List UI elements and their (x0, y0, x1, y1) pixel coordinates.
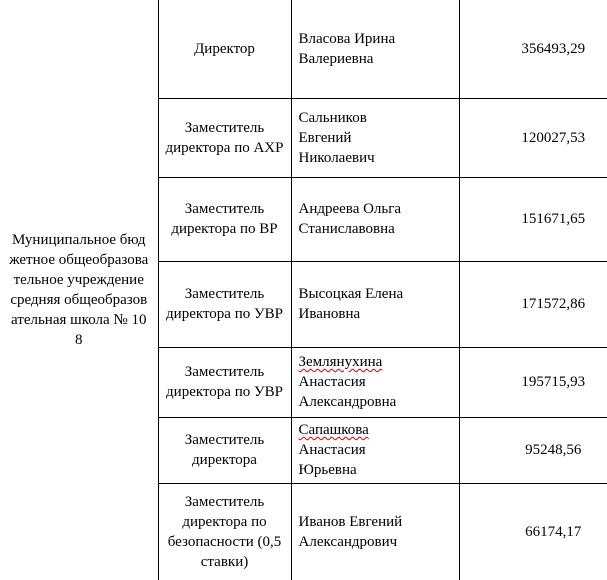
name-line: Станиславовна (298, 221, 395, 237)
name-line: Землянухина (298, 354, 383, 370)
salary-cell: 356493,29 (459, 0, 607, 98)
name-cell (291, 347, 459, 417)
salary-cell: 66174,17 (459, 483, 607, 580)
salary-cell: 151671,65 (459, 177, 607, 261)
name-line: Анастасия (298, 442, 366, 458)
name-line: Власова Ирина (298, 30, 396, 47)
name-line: Анастасия (298, 374, 366, 390)
position-cell: Заместитель директора по безопасности (0,5 ставки) (158, 483, 291, 580)
name-line: Юрьевна (298, 462, 357, 478)
table-row (0, 0, 607, 98)
name-line: Андреева Ольга (298, 201, 402, 217)
name-line: Евгений (298, 129, 352, 146)
position-cell: Заместитель директора по АХР (158, 98, 291, 177)
name-line: Высоцкая Елена (298, 286, 404, 302)
name-cell (291, 261, 459, 347)
position-cell: Заместитель директора (158, 417, 291, 483)
name-cell (291, 98, 459, 177)
organization-cell (0, 0, 158, 580)
name-line: Александрович (298, 533, 398, 550)
name-line: Ивановна (298, 306, 361, 322)
position-cell: Директор (158, 0, 291, 98)
name-cell (291, 417, 459, 483)
name-line: Александровна (298, 394, 397, 410)
name-line: Сальников (298, 109, 367, 126)
name-line: Валериевна (298, 50, 374, 67)
position-cell: Заместитель директора по ВР (158, 177, 291, 261)
name-line: Николаевич (298, 149, 375, 166)
salary-cell: 95248,56 (459, 417, 607, 483)
name-line: Сапашкова (298, 422, 369, 438)
position-cell: Заместитель директора по УВР (158, 347, 291, 417)
name-cell (291, 0, 459, 98)
salary-cell: 171572,86 (459, 261, 607, 347)
name-line: Иванов Евгений (298, 513, 403, 530)
organization-name: Муниципальное бюджетное общеобразовательное учреждение средняя общеобразовательная школа № 108 (9, 232, 149, 348)
salary-cell: 195715,93 (459, 347, 607, 417)
name-cell (291, 177, 459, 261)
salary-cell: 120027,53 (459, 98, 607, 177)
name-cell (291, 483, 459, 580)
position-cell: Заместитель директора по УВР (158, 261, 291, 347)
